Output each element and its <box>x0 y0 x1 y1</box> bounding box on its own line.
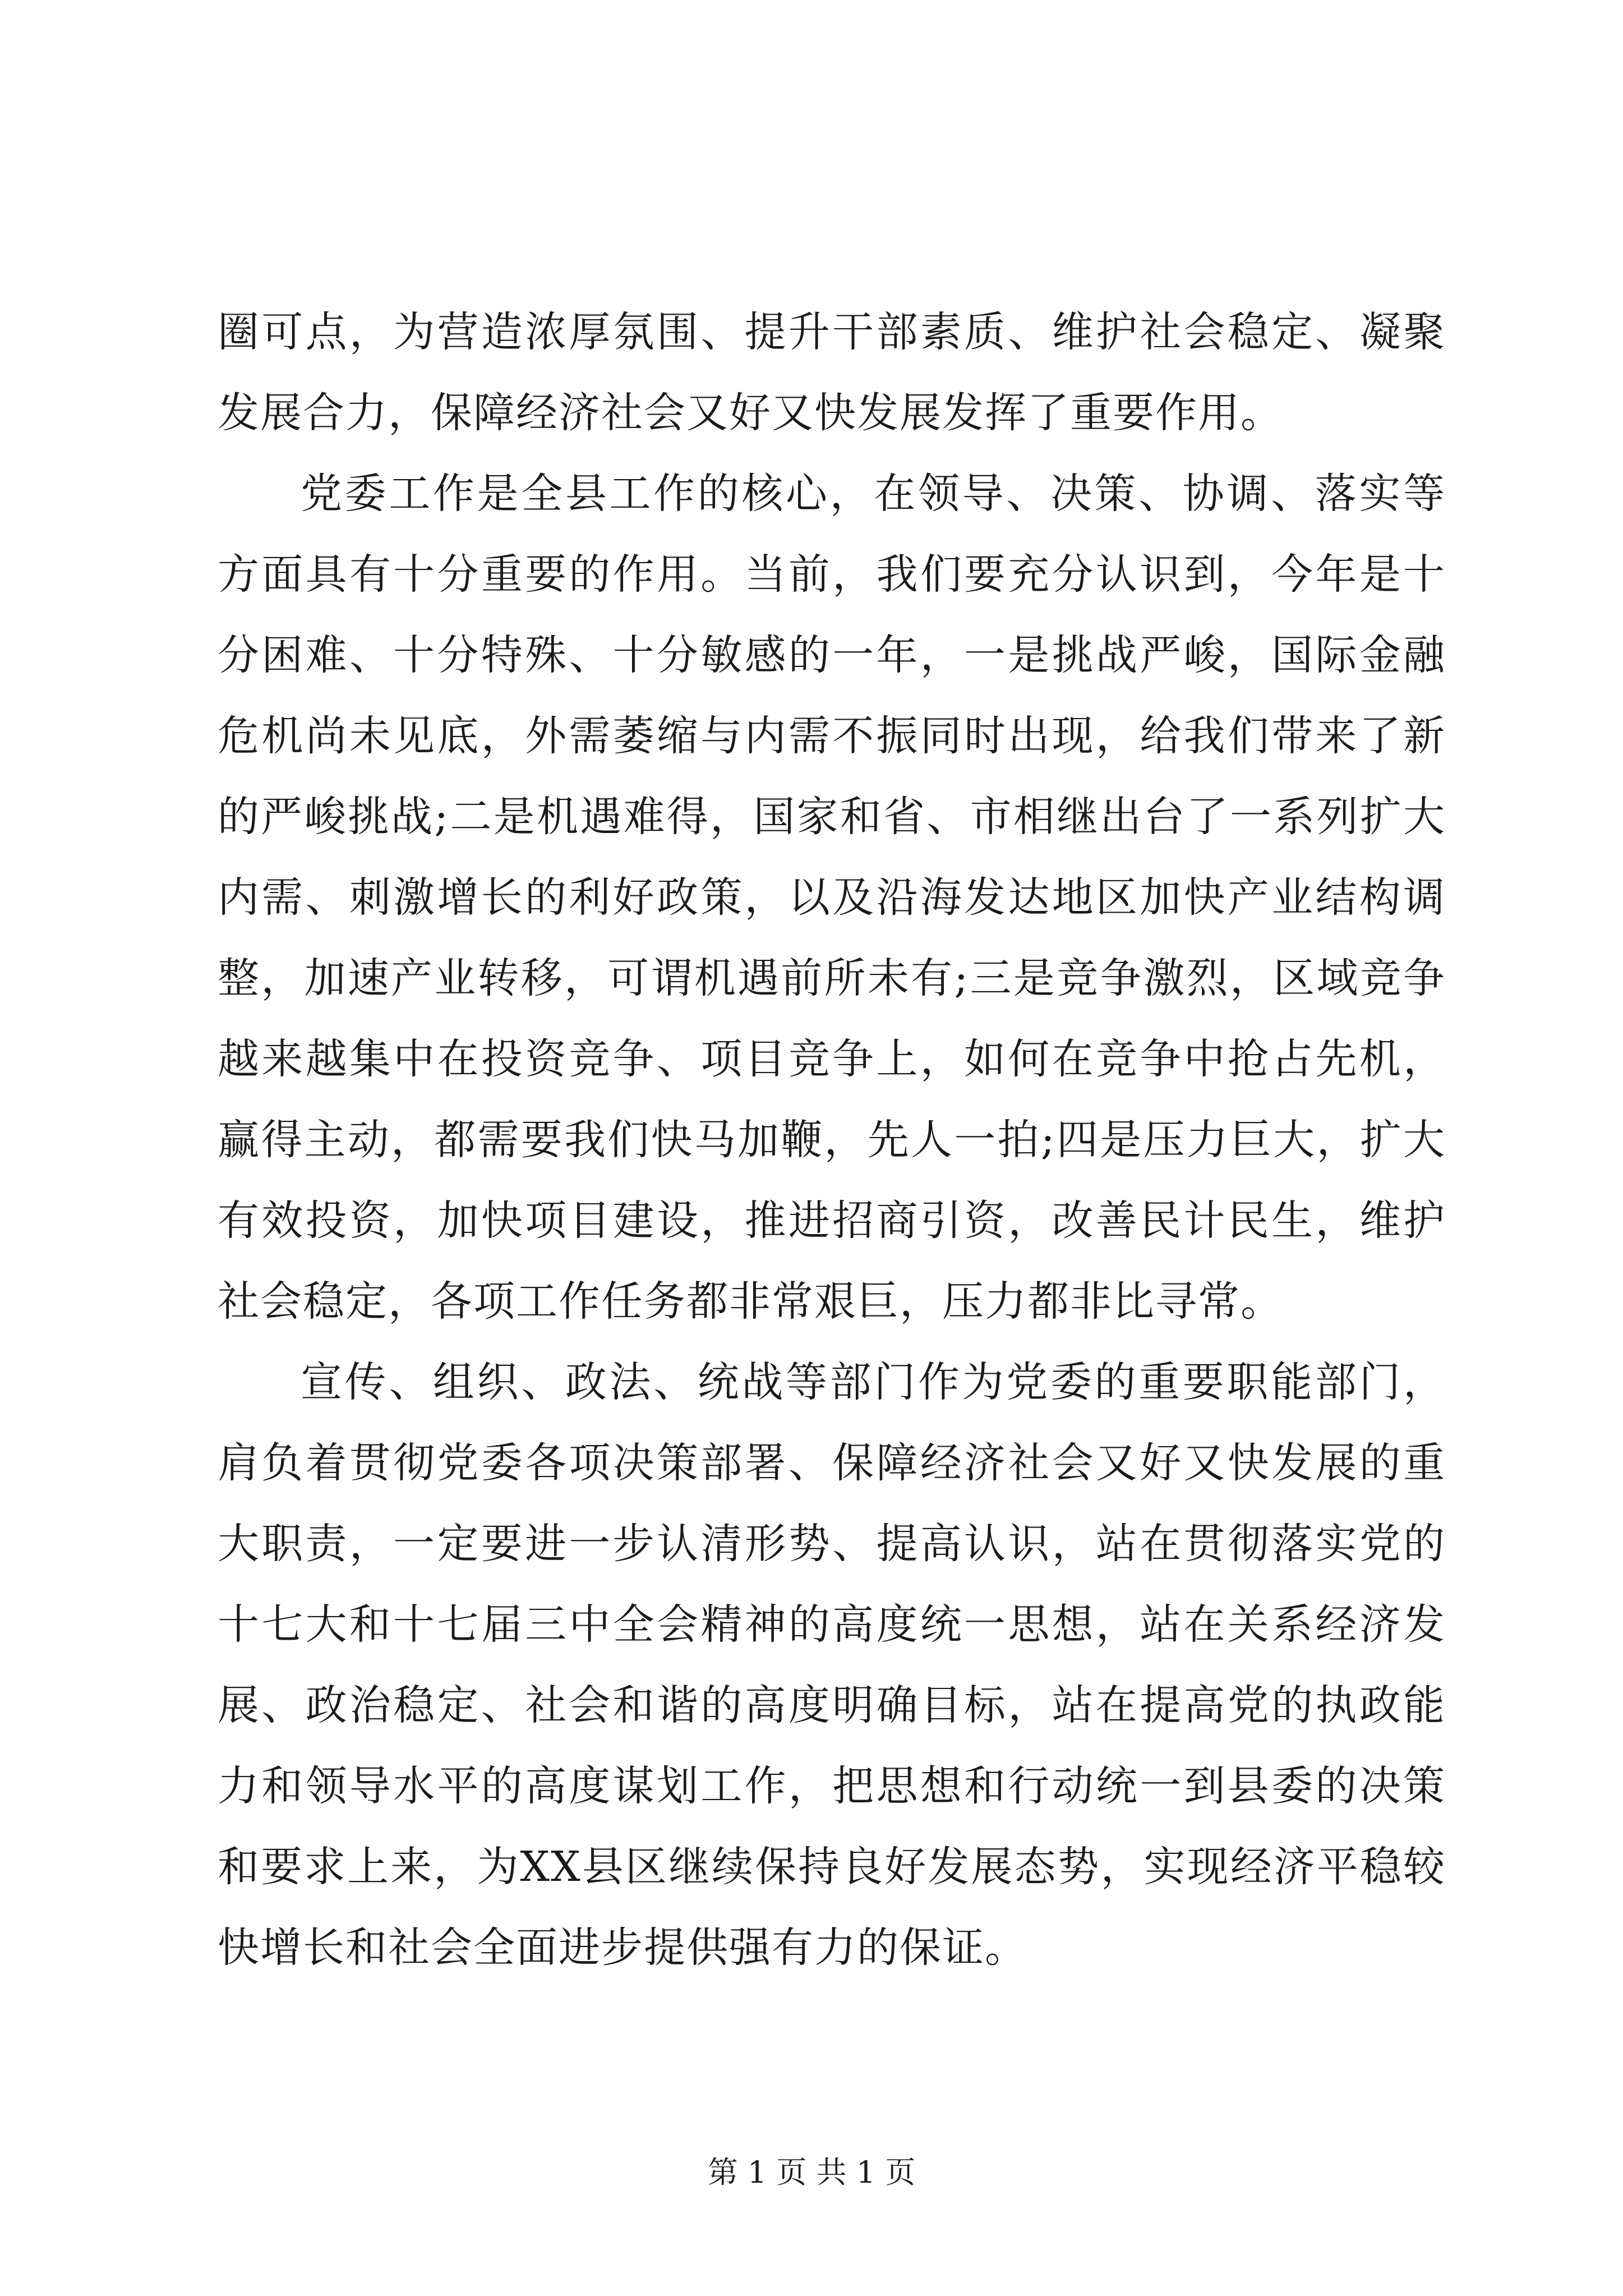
paragraph-1: 圈可点，为营造浓厚氛围、提升干部素质、维护社会稳定、凝聚发展合力，保障经济社会又好又快发展发挥了重要作用。 <box>218 308 1446 437</box>
page-footer <box>0 2148 1623 2192</box>
page-number-label: 第 1 页 共 1 页 <box>707 2155 916 2190</box>
paragraph-3: 宣传、组织、政法、统战等部门作为党委的重要职能部门，肩负着贯彻党委各项决策部署、保障经济社会又好又快发展的重大职责，一定要进一步认清形势、提高认识，站在贯彻落实党的十七大和十七届三中全会精神的高度统一思想，站在关系经济发展、政治稳定、社会和谐的高度明确目标，站在提高党的执政能力和领导水平的高度谋划工作，把思想和行动统一到县委的决策和要求上来，为XX县区继续保持良好发展态势，实现经济平稳较快增长和社会全面进步提供强有力的保证。 <box>218 1358 1446 1972</box>
paragraph-2: 党委工作是全县工作的核心，在领导、决策、协调、落实等方面具有十分重要的作用。当前，我们要充分认识到，今年是十分困难、十分特殊、十分敏感的一年，一是挑战严峻，国际金融危机尚未见底，外需萎缩与内需不振同时出现，给我们带来了新的严峻挑战;二是机遇难得，国家和省、市相继出台了一系列扩大内需、刺激增长的利好政策，以及沿海发达地区加快产业结构调整，加速产业转移，可谓机遇前所未有;三是竞争激烈，区域竞争越来越集中在投资竞争、项目竞争上，如何在竞争中抢占先机，赢得主动，都需要我们快马加鞭，先人一拍;四是压力巨大，扩大有效投资，加快项目建设，推进招商引资，改善民计民生，维护社会稳定，各项工作任务都非常艰巨，压力都非比寻常。 <box>218 470 1446 1326</box>
document-body <box>218 292 1446 1988</box>
